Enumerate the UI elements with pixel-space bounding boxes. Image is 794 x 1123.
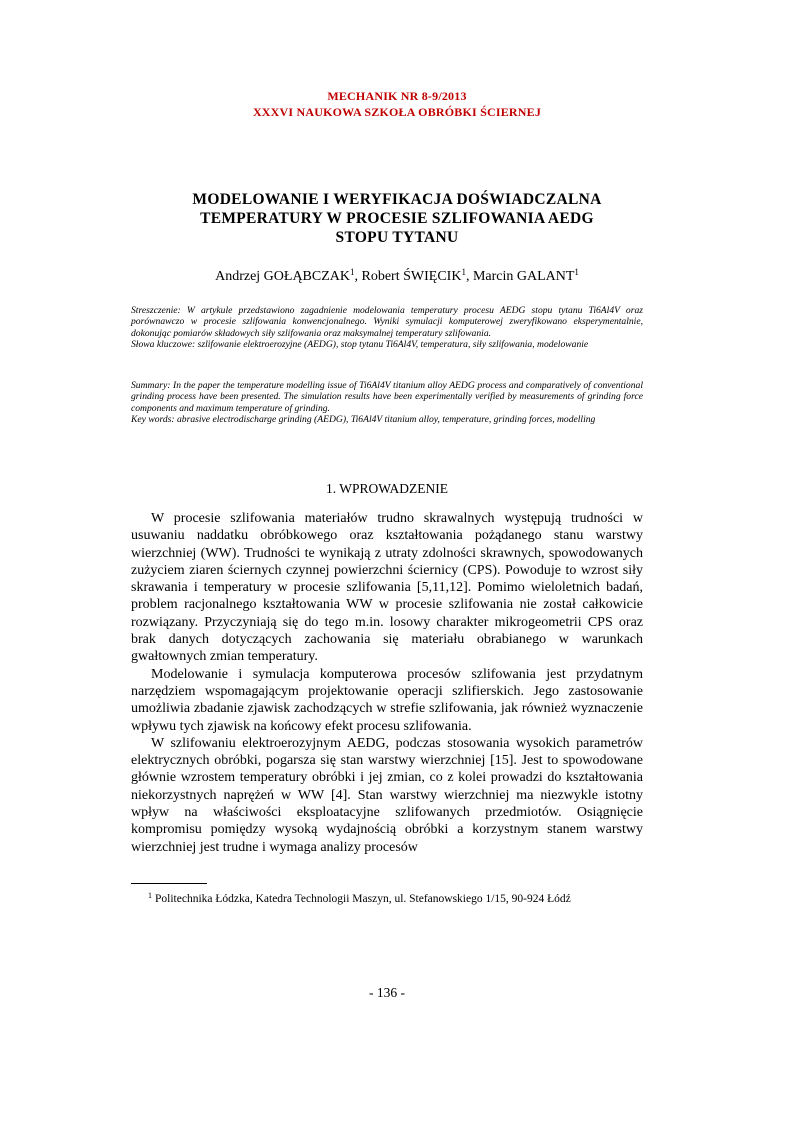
body-paragraph: W szlifowaniu elektroerozyjnym AEDG, podczas stosowania wysokich parametrów elektrycznych obróbki, pogarsza się stan warstwy wierzchniej [15]. Jest to spowodowane głównie wzrostem temperatury obróbki i jej zmian, co z kolei prowadzi do kształtowania niekorzystnych naprężeń w WW [4]. Stan warstwy wierzchniej ma niezwykle istotny wpływ na właściwości eksploatacyjne szlifowanych przedmiotów. Osiągnięcie kompromisu pomiędzy wysoką wydajnością obróbki a korzystnym stanem warstwy wierzchniej jest trudne i wymaga analizy procesów (131, 735, 643, 855)
author-name: Andrzej GOŁĄBCZAK (215, 269, 350, 284)
author (215, 269, 361, 284)
journal-issue: MECHANIK NR 8-9/2013 (327, 89, 467, 103)
author-name: Marcin GALANT (472, 269, 575, 284)
body-text (131, 510, 643, 856)
affiliation-mark: 1 (350, 267, 355, 277)
author-separator: , (465, 269, 473, 284)
paper-title-line: STOPU TYTANU (335, 229, 459, 246)
page-number: - 136 - (369, 985, 405, 1000)
abstract-keywords: Słowa kluczowe: szlifowanie elektroerozyjne (AEDG), stop tytanu Ti6Al4V, temperatura, siły szlifowania, modelowanie (131, 338, 589, 350)
abstract-summary: Streszczenie: W artykule przedstawiono zagadnienie modelowania temperatury procesu AEDG stopu tytanu Ti6Al4V oraz porównawczo w procesie szlifowania konwencjonalnego. Wyniki symulacji komputerowej zweryfikowano eksperymentalnie, dokonując pomiarów składowych siły szlifowania oraz maksymalnej temperatury szlifowania. (131, 305, 643, 339)
author-separator: , (354, 269, 362, 284)
paper-title-line: MODELOWANIE I WERYFIKACJA DOŚWIADCZALNA (192, 191, 602, 208)
paper-title (140, 190, 654, 247)
body-paragraph: Modelowanie i symulacja komputerowa procesów szlifowania jest przydatnym narzędziem wspomagającym projektowanie operacji szlifierskich. Jego zastosowanie umożliwia zbadanie zjawisk zachodzących w strefie szlifowania, jak również wyznaczenie wpływu tych zjawisk na końcowy efekt procesu szlifowania. (131, 666, 643, 734)
journal-series: XXXVI NAUKOWA SZKOŁA OBRÓBKI ŚCIERNEJ (252, 105, 542, 119)
journal-header (130, 88, 664, 120)
author-name: Robert ŚWIĘCIK (361, 269, 462, 284)
footnote-mark: 1 (148, 891, 152, 900)
section-heading: 1. WPROWADZENIE (326, 481, 448, 496)
author (362, 269, 473, 284)
author (473, 269, 579, 284)
footnote-divider (131, 883, 207, 884)
paper-title-line: TEMPERATURY W PROCESIE SZLIFOWANIA AEDG (200, 210, 594, 227)
affiliation-mark: 1 (461, 267, 466, 277)
abstract-keywords: Key words: abrasive electrodischarge grinding (AEDG), Ti6Al4V titanium alloy, temperature, grinding forces, modelling (131, 413, 596, 425)
abstract-english (131, 380, 643, 425)
affiliation-mark: 1 (574, 267, 579, 277)
footnote (148, 892, 648, 906)
body-paragraph: W procesie szlifowania materiałów trudno skrawalnych występują trudności w usuwaniu naddatku obróbkowego oraz kształtowania pożądanego stanu warstwy wierzchniej (WW). Trudności te wynikają z utraty zdolności skrawnych, spowodowanych zużyciem ziaren ściernych czynnej powierzchni ściernicy (CPS). Powoduje to wzrost siły skrawania i temperatury w procesie szlifowania [5,11,12]. Pomimo wieloletnich badań, problem racjonalnego kształtowania WW w procesie szlifowania nie został całkowicie rozwiązany. Przyczyniają się do tego m.in. losowy charakter mikrogeometrii CPS oraz brak danych dotyczących zachowania się materiału obrabianego w warunkach gwałtownych zmian temperatury. (131, 511, 643, 665)
footnote-text: Politechnika Łódzka, Katedra Technologii Maszyn, ul. Stefanowskiego 1/15, 90-924 Łódź (155, 893, 571, 905)
abstract-summary: Summary: In the paper the temperature modelling issue of Ti6Al4V titanium alloy AEDG process and comparatively of conventional grinding process have been presented. The simulation results have been experimentally verified by measurements of grinding force components and maximum temperature of grinding. (131, 380, 643, 414)
abstract-polish (131, 305, 643, 350)
author-list (130, 268, 664, 286)
